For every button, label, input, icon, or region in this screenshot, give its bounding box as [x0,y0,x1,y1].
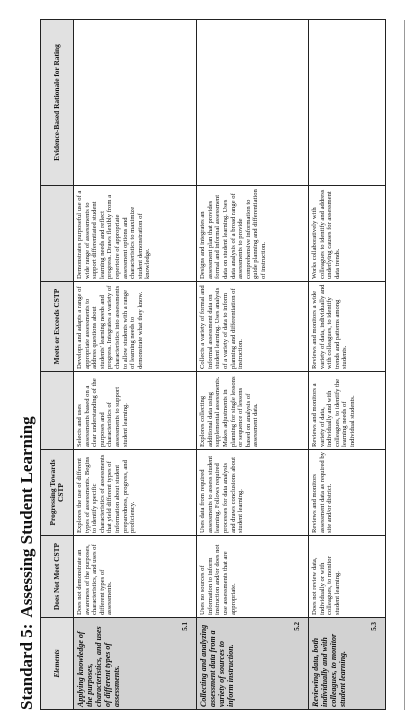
rubric-cell: Reviews and monitors a wide variety of data, individually and with colleagues, to identify trends and patterns among students. [308,282,385,372]
rubric-table [40,19,386,710]
rubric-cell: Explores collecting additional data using supplemental assessments. Makes adjustments in planning for single lessons or sequence of lessons based on analysis of assessment data. [197,372,309,450]
table-row [308,20,385,710]
standard-title: Assessing Student Learning [17,416,36,618]
header-row [41,20,74,710]
rubric-cell: Collects a variety of formal and informal assessment data on student learning. Uses analysis of a variety of data to inform planning and differentiation of instruction. [197,282,309,372]
element-text: Reviewing data, both individually and with colleagues, to monitor student learning. [310,633,347,707]
table-row [74,20,197,710]
header-evidence-rationale: Evidence-Based Rationale for Rating [41,20,74,186]
evidence-cell[interactable] [197,20,309,186]
table-row [197,20,309,710]
page-edge-line [390,20,405,710]
rubric-cell: Uses data from required assessments to assess student learning. Follows required processes for data analysis and draws conclusions about student learning. [197,450,309,536]
header-blank-1 [41,372,74,450]
header-blank-2 [41,186,74,282]
standard-label: Standard 5: [17,623,36,710]
rubric-cell: Develops and adapts a range of appropriate assessments to address questions about students' learning needs and progress. Integrates a variety of characteristics into assessments to allow students with a range of learning needs to demonstrate what they know. [74,282,197,372]
standard-heading [14,410,40,710]
header-progressing: Progressing Towards CSTP [41,450,74,536]
header-does-not-meet: Does Not Meet CSTP [41,536,74,618]
element-cell [308,618,385,710]
element-code: 5.1 [181,622,190,631]
element-code: 5.2 [292,622,301,631]
rubric-cell: Explores the use of different types of assessments. Begins to identify specific characteristics of assessments that yield different types of information about student preparedness, progress, and proficiency. [74,450,197,536]
element-text: Collecting and analyzing assessment data from a variety of sources to inform instruction. [199,624,236,707]
rubric-cell: Reviews and monitors assessment data as required by site and/or district. [308,450,385,536]
rubric-cell: Designs and integrates an assessment plan that provides formal and informal assessment data on student learning. Uses data analysis of a broad range of assessments to provide comprehensive information to guide planning and differentiation of instruction. [197,186,309,282]
rubric-cell: Reviews and monitors a variety of data, individually and with colleagues, to identify the learning needs of individual students. [308,372,385,450]
rubric-cell: Does not review data, individually or with colleagues, to monitor student learning. [308,536,385,618]
rubric-cell: Selects and uses assessments based on a clear understanding of the purposes and characteristics of assessments to support student learning. [74,372,197,450]
element-cell [197,618,309,710]
element-code: 5.3 [370,622,378,631]
header-elements: Elements [41,618,74,710]
evidence-cell[interactable] [74,20,197,186]
header-meets-exceeds: Meets or Exceeds CSTP [41,282,74,372]
element-cell [74,618,197,710]
rubric-cell: Does not demonstrate an awareness of the purposes, characteristics, and uses of different types of assessments. [74,536,197,618]
evidence-cell[interactable] [308,20,385,186]
document-sheet [14,20,406,710]
element-text: Applying knowledge of the purposes, characteristics, and uses of different types of assessments. [76,626,121,707]
rubric-cell: Demonstrates purposeful use of a wide range of assessments to support differentiated student learning needs and reflect progress. Draws flexibly from a repertoire of appropriate assessment options and characteristics to maximize student demonstration of knowledge. [74,186,197,282]
rubric-cell: Works collaboratively with colleagues to identify and address underlying causes for assessment data trends. [308,186,385,282]
rubric-cell: Uses no sources of information to inform instruction and/or does not use assessments that are appropriate. [197,536,309,618]
